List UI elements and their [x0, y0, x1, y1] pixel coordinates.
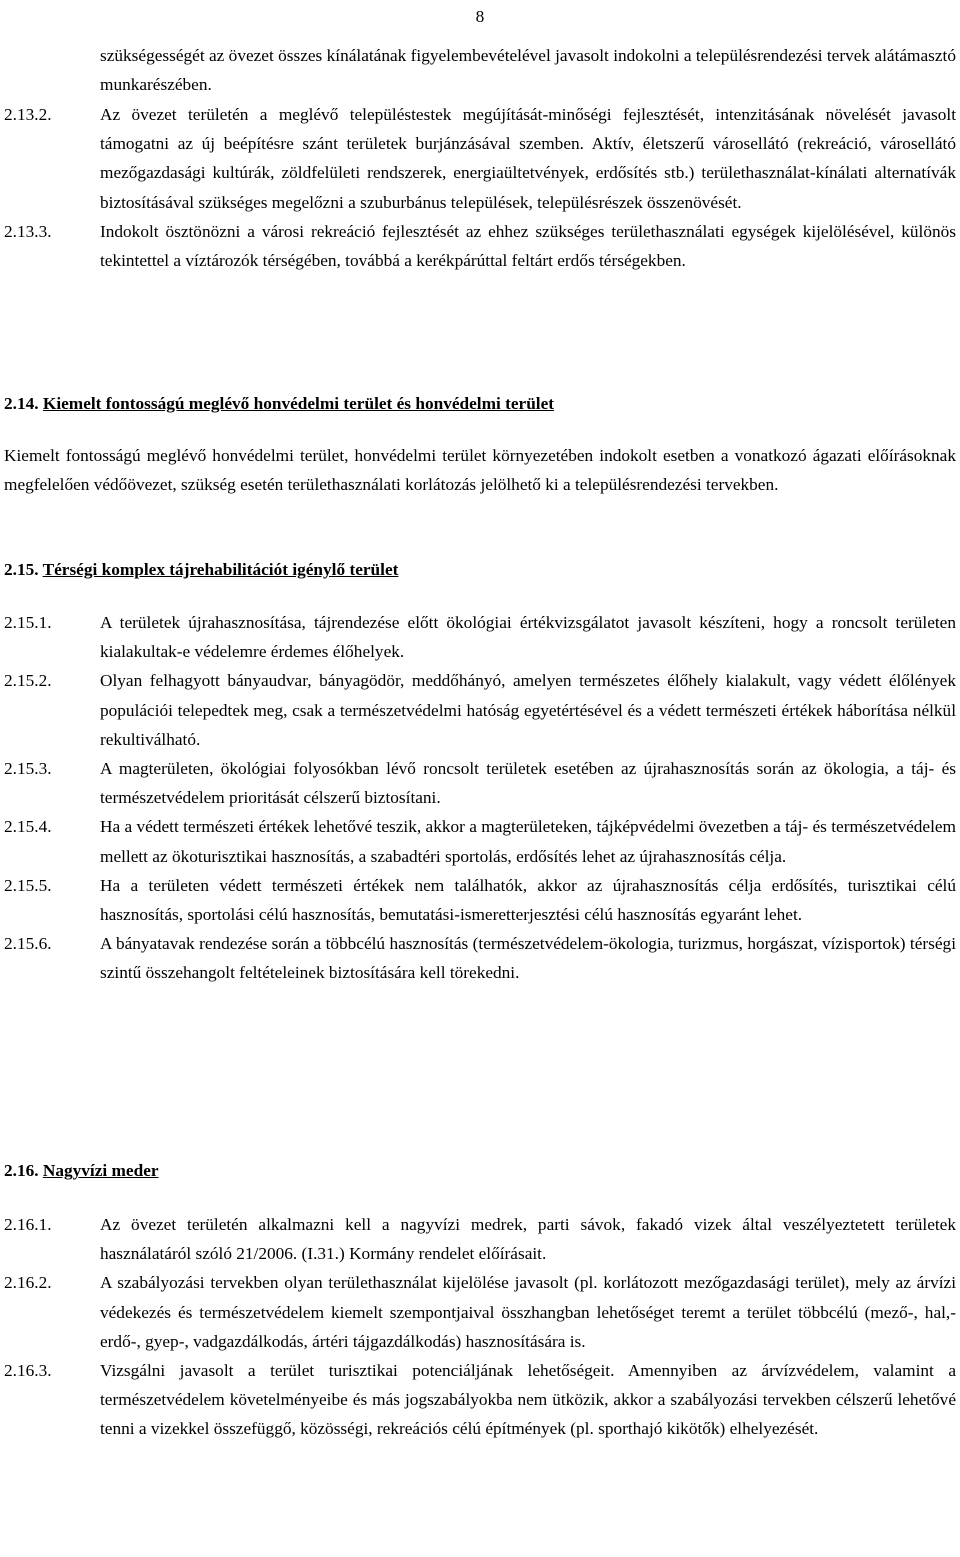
item-number: 2.15.4.: [4, 817, 52, 837]
item-text: A területek újrahasznosítása, tájrendezése előtt ökológiai értékvizsgálatot javasolt készíteni, hogy a roncsolt területen kialakultak-e védelemre érdemes élőhelyek.: [100, 613, 956, 662]
list-item: [4, 812, 956, 870]
section-heading-2-14: [4, 389, 956, 418]
item-text: Olyan felhagyott bányaudvar, bányagödör, meddőhányó, amelyen természetes élőhely kialakult, vagy védett élőlények populációi telepedtek meg, csak a természetvédelmi hatóság egyetértésével és a védett természeti értékek háborítása nélkül rekultiválható.: [100, 671, 956, 749]
item-number: 2.16.3.: [4, 1361, 52, 1381]
item-number: 2.15.1.: [4, 613, 52, 632]
item-text: Indokolt ösztönözni a városi rekreáció fejlesztését az ehhez szükséges területhasználati egységek kijelölésével, különös tekintettel a víztározók térségében, továbbá a kerékpárúttal feltárt erdős térségekben.: [100, 221, 956, 271]
intro-continuation-text: szükségességét az övezet összes kínálatának figyelembevételével javasolt indokolni a településrendezési tervek alátámasztó munkarészében.: [100, 46, 956, 95]
item-number: 2.15.3.: [4, 759, 52, 779]
item-text: Az övezet területén a meglévő településtestek megújítását-minőségi fejlesztését, intenzitásának növelését javasolt támogatni az új beépítésre szánt területek burjánzásával szemben. Aktív, életszerű városellátó (rekreáció, városellátó mezőgazdasági kultúrák, zöldfelületi rendszerek, energiaültetvények, erdősítés stb.) területhasználat-kínálati alternatívák biztosításával szükséges megelőzni a szuburbánus települések, településrészek összenövését.: [100, 105, 956, 212]
page-number: 8: [475, 7, 485, 26]
item-number: 2.15.6.: [4, 934, 52, 954]
item-number: 2.15.2.: [4, 671, 52, 691]
list-item: [4, 871, 956, 929]
section-title: Nagyvízi meder: [42, 1161, 159, 1180]
item-number: 2.16.2.: [4, 1273, 52, 1293]
intro-continuation-paragraph: [4, 41, 956, 99]
list-item: [4, 100, 956, 217]
section-title: Térségi komplex tájrehabilitációt igénylő terület: [42, 560, 399, 579]
item-number: 2.13.2.: [4, 105, 52, 124]
item-number: 2.15.5.: [4, 875, 52, 895]
section-2-15-list: [4, 608, 956, 988]
item-text: A magterületen, ökológiai folyosókban lévő roncsolt területek esetében az újrahasznosítás során az ökologia, a táj- és természetvédelem prioritását célszerű biztosítani.: [100, 759, 956, 808]
item-text: Az övezet területén alkalmazni kell a nagyvízi medrek, parti sávok, fakadó vizek által veszélyeztetett területek használatáról szóló 21/2006. (I.31.) Kormány rendelet előírásait.: [100, 1215, 956, 1264]
item-text: A bányatavak rendezése során a többcélú hasznosítás (természetvédelem-ökologia, turizmus, horgászat, vízisportok) térségi szintű összehangolt feltételeinek biztosítására kell törekedni.: [100, 934, 956, 983]
section-number: 2.15.: [4, 560, 39, 579]
list-item: [4, 754, 956, 812]
list-item: [4, 1356, 956, 1444]
section-title: Kiemelt fontosságú meglévő honvédelmi terület és honvédelmi terület: [42, 394, 555, 413]
list-item: [4, 1268, 956, 1356]
item-text: Vizsgálni javasolt a terület turisztikai potenciáljának lehetőségeit. Amennyiben az árvízvédelem, valamint a természetvédelem követelményeibe és más jogszabályokba nem ütközik, akkor a szabályozási tervekben célszerű lehetővé tenni a vizekkel összefüggő, közösségi, rekreációs célú építmények (pl. sporthajó kikötők) elhelyezését.: [100, 1361, 956, 1439]
section-2-13-list: [4, 100, 956, 275]
item-number: 2.16.1.: [4, 1215, 52, 1234]
list-item: [4, 608, 956, 666]
item-text: Ha a védett természeti értékek lehetővé teszik, akkor a magterületeken, tájképvédelmi övezetben a táj- és természetvédelem mellett az ökoturisztikai hasznosítás, a szabadtéri sportolás, erdősítés lehet az újrahasznosítás célja.: [100, 817, 956, 866]
section-number: 2.14.: [4, 394, 39, 413]
item-number: 2.13.3.: [4, 221, 52, 241]
list-item: [4, 217, 956, 275]
item-text: A szabályozási tervekben olyan területhasználat kijelölése javasolt (pl. korlátozott mezőgazdasági terület), mely az árvízi védekezés és természetvédelem kiemelt szempontjaival összhangban lehetőséget teremt a terület többcélú (mező-, hal,- erdő-, gyep-, vadgazdálkodás, ártéri tájgazdálkodás) hasznosítására is.: [100, 1273, 956, 1351]
list-item: [4, 929, 956, 987]
section-number: 2.16.: [4, 1161, 39, 1180]
section-heading-2-15: [4, 555, 956, 584]
section-2-16-list: [4, 1210, 956, 1444]
list-item: [4, 1210, 956, 1268]
section-heading-2-16: [4, 1156, 956, 1185]
list-item: [4, 666, 956, 754]
section-2-14-paragraph: Kiemelt fontosságú meglévő honvédelmi terület, honvédelmi terület környezetében indokolt esetben a vonatkozó ágazati előírásoknak megfelelően védőövezet, szükség esetén területhasználati korlátozás jelölhető ki a településrendezési tervekben.: [4, 446, 956, 495]
item-text: Ha a területen védett természeti értékek nem találhatók, akkor az újrahasznosítás célja erdősítés, turisztikai célú hasznosítás, sportolási célú hasznosítás, bemutatási-ismeretterjesztési célú hasznosítás egyaránt lehet.: [100, 875, 956, 925]
